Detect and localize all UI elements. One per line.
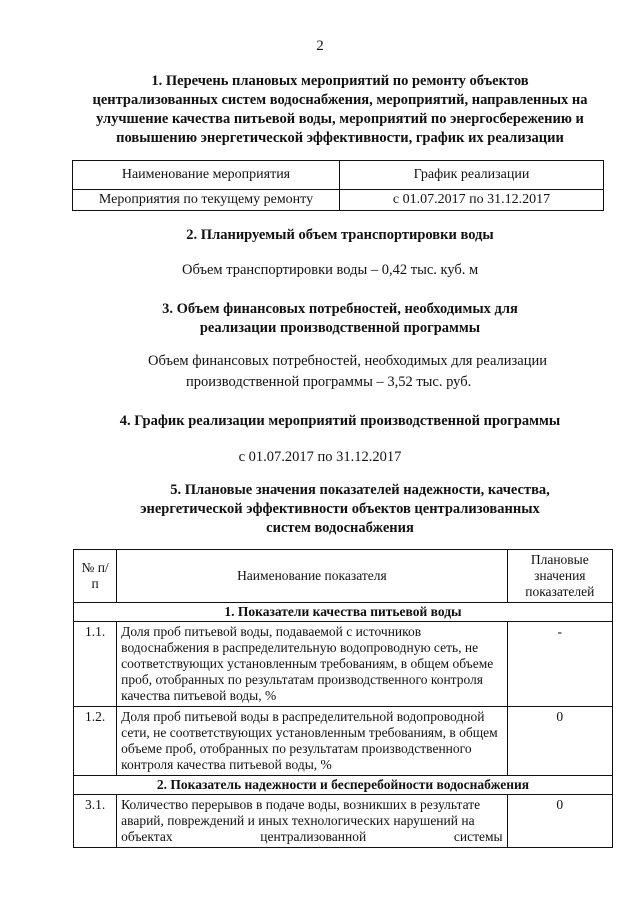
section3-text-line: производственной программы – 3,52 тыс. руб. [186, 374, 472, 390]
value-header: Плановые значения показателей [507, 550, 612, 603]
table-header-row [73, 161, 604, 190]
indicator-value: 0 [507, 795, 612, 848]
section4-text: с 01.07.2017 по 31.12.2017 [238, 449, 402, 465]
section3-title [60, 300, 620, 338]
indicators-table [73, 549, 613, 848]
section5-title [60, 481, 620, 538]
table-group-row [74, 603, 613, 622]
section4-title: 4. График реализации мероприятий производственной программы [119, 413, 561, 429]
section1-title-line: централизованных систем водоснабжения, мероприятий, направленных на [92, 92, 588, 108]
section5-title-line: энергетической эффективности объектов централизованных [140, 501, 540, 517]
indicator-value: - [507, 622, 612, 707]
section2-text: Объем транспортировки воды – 0,42 тыс. куб. м [182, 262, 479, 278]
indicator-name: Количество перерывов в подаче воды, возникших в результате аварий, повреждений и иных технологических нарушений на объектах централизованной системы [117, 795, 507, 848]
table-row [74, 622, 613, 707]
section2-title: 2. Планируемый объем транспортировки воды [186, 227, 494, 243]
group-heading: 1. Показатели качества питьевой воды [74, 603, 613, 622]
section5-title-line: систем водоснабжения [266, 520, 414, 536]
name-header: Наименование показателя [117, 550, 507, 603]
row-number: 1.2. [74, 707, 117, 776]
section1-title [60, 72, 620, 148]
group-heading: 2. Показатель надежности и бесперебойности водоснабжения [74, 776, 613, 795]
section3-title-line: реализации производственной программы [199, 320, 481, 336]
table-row [74, 707, 613, 776]
section1-title-line: улучшение качества питьевой воды, мероприятий по энергосбережению и [96, 111, 584, 127]
indicator-name: Доля проб питьевой воды в распределительной водопроводной сети, не соответствующих установленным требованиям, в общем объеме проб, отобранных по результатам производственного контроля качества питьевой воды, % [117, 707, 507, 776]
row-number: 1.1. [74, 622, 117, 707]
num-header: № п/п [74, 550, 117, 603]
section1-title-line: 1. Перечень плановых мероприятий по ремонту объектов [151, 73, 529, 89]
page-number: 2 [316, 38, 324, 54]
section5-title-line: 5. Плановые значения показателей надежности, качества, [170, 482, 550, 498]
section1-title-line: повышению энергетической эффективности, график их реализации [116, 130, 564, 146]
section3-text-line: Объем финансовых потребностей, необходимых для реализации [148, 353, 547, 369]
table-header-cell: График реализации [340, 161, 604, 190]
table-header-cell: Наименование мероприятия [73, 161, 340, 190]
section3-text [148, 351, 547, 393]
section3-title-line: 3. Объем финансовых потребностей, необходимых для [162, 301, 518, 317]
table-row [74, 795, 613, 848]
table-cell: Мероприятия по текущему ремонту [73, 190, 340, 211]
indicator-value: 0 [507, 707, 612, 776]
row-number: 3.1. [74, 795, 117, 848]
measures-table [72, 160, 604, 211]
table-header-row [74, 550, 613, 603]
indicator-name: Доля проб питьевой воды, подаваемой с источников водоснабжения в распределительную водопроводную сеть, не соответствующих установленным требованиям, в общем объеме проб, отобранных по результатам производственного контроля качества питьевой воды, % [117, 622, 507, 707]
table-group-row [74, 776, 613, 795]
table-row [73, 190, 604, 211]
table-cell: с 01.07.2017 по 31.12.2017 [340, 190, 604, 211]
